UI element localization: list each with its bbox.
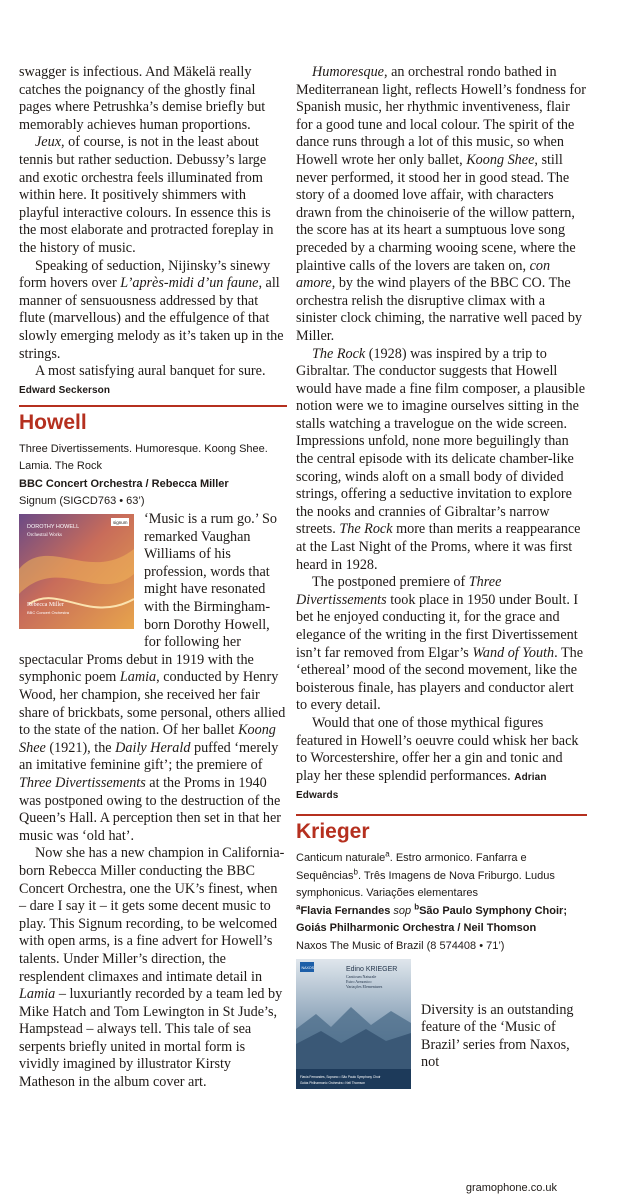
- review-paragraph: Diversity is an outstanding feature of the ‘Music of Brazil’ series from Naxos, not: [421, 1001, 574, 1071]
- section-divider: [19, 405, 287, 407]
- left-column: [19, 64, 287, 1092]
- work-title: L’après-midi d’un faune: [120, 275, 259, 292]
- section-title-howell: Howell: [19, 410, 87, 434]
- review-paragraph: Would that one of those mythical figures featured in Howell’s oeuvre could whisk her back to Worcestershire, offer her a gin and tonic and play her these splendid performances. Adrian Edwards: [296, 714, 579, 802]
- site-footer: gramophone.co.uk: [465, 1182, 557, 1194]
- work-title: Jeux: [35, 134, 61, 151]
- review-paragraph: The postponed premiere of Three Divertissements took place in 1950 under Boult. I bet he enjoyed conducting it, for the grace and elegance of the writing in the first Divertissement isn’t far removed from Elgar’s Wand of Youth. The ‘ethereal’ mood of the second movement, like the boisterous finale, has players and conductor alert to every detail.: [296, 574, 584, 714]
- svg-text:Flavia Fernandes, Soprano • Sã: Flavia Fernandes, Soprano • São Paulo Symphony Choir: [300, 1074, 381, 1079]
- review-paragraph: The Rock (1928) was inspired by a trip to Gibraltar. The conductor suggests that Howell would have made a fine film composer, a plausible notion were we to imagine ourselves sitting in the stalls watching a travelogue on the wide screen. Impressions unfold, none more beguilingly than the central episode with its delicate chamber-like scoring, winds aloft on a small body of divided strings, offering a seductive invitation to explore the nooks and crannies of Gibraltar’s narrow streets. The Rock more than merits a reappearance at the Last Night of the Proms, where it was first heard in 1928.: [296, 345, 586, 573]
- cover-composer: DOROTHY HOWELL: [27, 524, 80, 531]
- album-cover-howell: [19, 514, 134, 634]
- cover-composer: Edino KRIEGER: [346, 965, 398, 973]
- works-list: Canticum naturale$^a$. Estro armonico. Fanfarra e Sequências$^b$. Três Imagens de Nova Friburgo. Ludus symphonicus. Variações elementares: [296, 849, 555, 900]
- review-paragraph: Humoresque, an orchestral rondo bathed in Mediterranean light, reflects Howell’s fondness for Spanish music, her rhythmic inventiveness, flair for a good tune and local colour. The spirit of the dance runs through a lot of this music, so when Howell wrote her only ballet, Koong Shee, still never performed, it stood her in good stead. The story of a doomed love affair, with characters drawn from the chinoiserie of the willow pattern, the score has at its heart a sumptuous love song preceded by a charming wooing scene, where the plaintive calls of the lovers are taken on, con amore, by the wind players of the BBC CO. The orchestra relish the disruptive climax with a sinister clock chiming, the narrative well paced by Miller.: [296, 64, 586, 344]
- label-catalogue: Naxos The Music of Brazil (8 574408 • 71’): [296, 939, 505, 952]
- review-paragraph: swagger is infectious. And Mäkelä really catches the poignancy of the ghostly final pages where Petrushka’s demise briefly but memorably achieves human proportions.: [19, 64, 266, 133]
- label-catalogue: Signum (SIGCD763 • 63’): [19, 495, 145, 508]
- svg-text:Canticum Naturale: Canticum Naturale: [346, 973, 377, 979]
- cover-subtitle: Orchestral Works: [27, 533, 62, 539]
- reviewer-byline: Adrian Edwards: [296, 771, 547, 802]
- review-paragraph: A most satisfying aural banquet for sure.: [35, 363, 266, 380]
- right-column: [296, 64, 587, 1098]
- works-list: Three Divertissements. Humoresque. Koong Shee. Lamia. The Rock: [19, 442, 268, 473]
- section-title-krieger: Krieger: [296, 819, 370, 843]
- performers: BBC Concert Orchestra / Rebecca Miller: [19, 477, 229, 490]
- cover-orchestra: BBC Concert Orchestra: [27, 610, 70, 616]
- cover-conductor: Rebecca Miller: [27, 602, 64, 609]
- reviewer-byline: Edward Seckerson: [19, 384, 111, 396]
- svg-text:Estro Armonico: Estro Armonico: [346, 978, 372, 984]
- performers: $^a$Flavia Fernandes sop $^b$São Paulo Symphony Choir; Goiás Philharmonic Orchestra / Neil Thomson: [296, 902, 567, 935]
- review-paragraph: Speaking of seduction, Nijinsky’s sinewy form hovers over L’après-midi d’un faune, all manner of sensuousness addressed by that flute (marvellous) and the effulgence of that slowly emerging melody as it’s taken up in the strings.: [19, 257, 284, 362]
- svg-text:Variações Elementares: Variações Elementares: [346, 983, 383, 989]
- review-paragraph: Now she has a new champion in California-born Rebecca Miller conducting the BBC Concert Orchestra, one the UK’s finest, when – dare I say it – it gets some decent music to play. This Signum recording, to be welcomed with open arms, is a fine advert for Howell’s talents. Under Miller’s direction, the resplendent climaxes and intimate detail in Lamia – luxuriantly recorded by a team led by Mike Hatch and Tom Lewington in St Jude’s, Hampstead – always tell. This tale of sea serpents briefly united in mortal form is vividly imagined by illustrator Kirsty Matheson in the album cover art.: [19, 845, 285, 1091]
- naxos-logo: NAXOS: [301, 965, 315, 970]
- section-divider: [296, 814, 587, 816]
- review-paragraph: Jeux, of course, is not in the least about tennis but rather seduction. Debussy’s large and exotic orchestra feels illuminated from within here. It positively shimmers with playful interactive colours. In essence this is the most elaborate and protracted foreplay in the history of music.: [19, 134, 274, 256]
- svg-text:Goiás Philharmonic Orchestra •: Goiás Philharmonic Orchestra • Neil Thomson: [300, 1080, 366, 1085]
- review-paragraph: ‘Music is a rum go.’ So remarked Vaughan Williams of his profession, words that might have resonated with the Birmingham-born Dorothy Howell, for following her spectacular Proms debut in 1919 with the symphonic poem Lamia, conducted by Henry Wood, her champion, she received her fair share of brickbats, some personal, others allied to the state of the nation. Of her ballet Koong Shee (1921), the Daily Herald puffed ‘merely an imitative feminine gift’; the premiere of Three Divertissements at the Proms in 1940 was postponed owing to the destruction of the Queen’s Hall. A perception then set in that her music was ‘old hat’.: [19, 511, 286, 844]
- signum-logo: signum: [113, 520, 128, 526]
- album-cover-krieger: [296, 959, 411, 1094]
